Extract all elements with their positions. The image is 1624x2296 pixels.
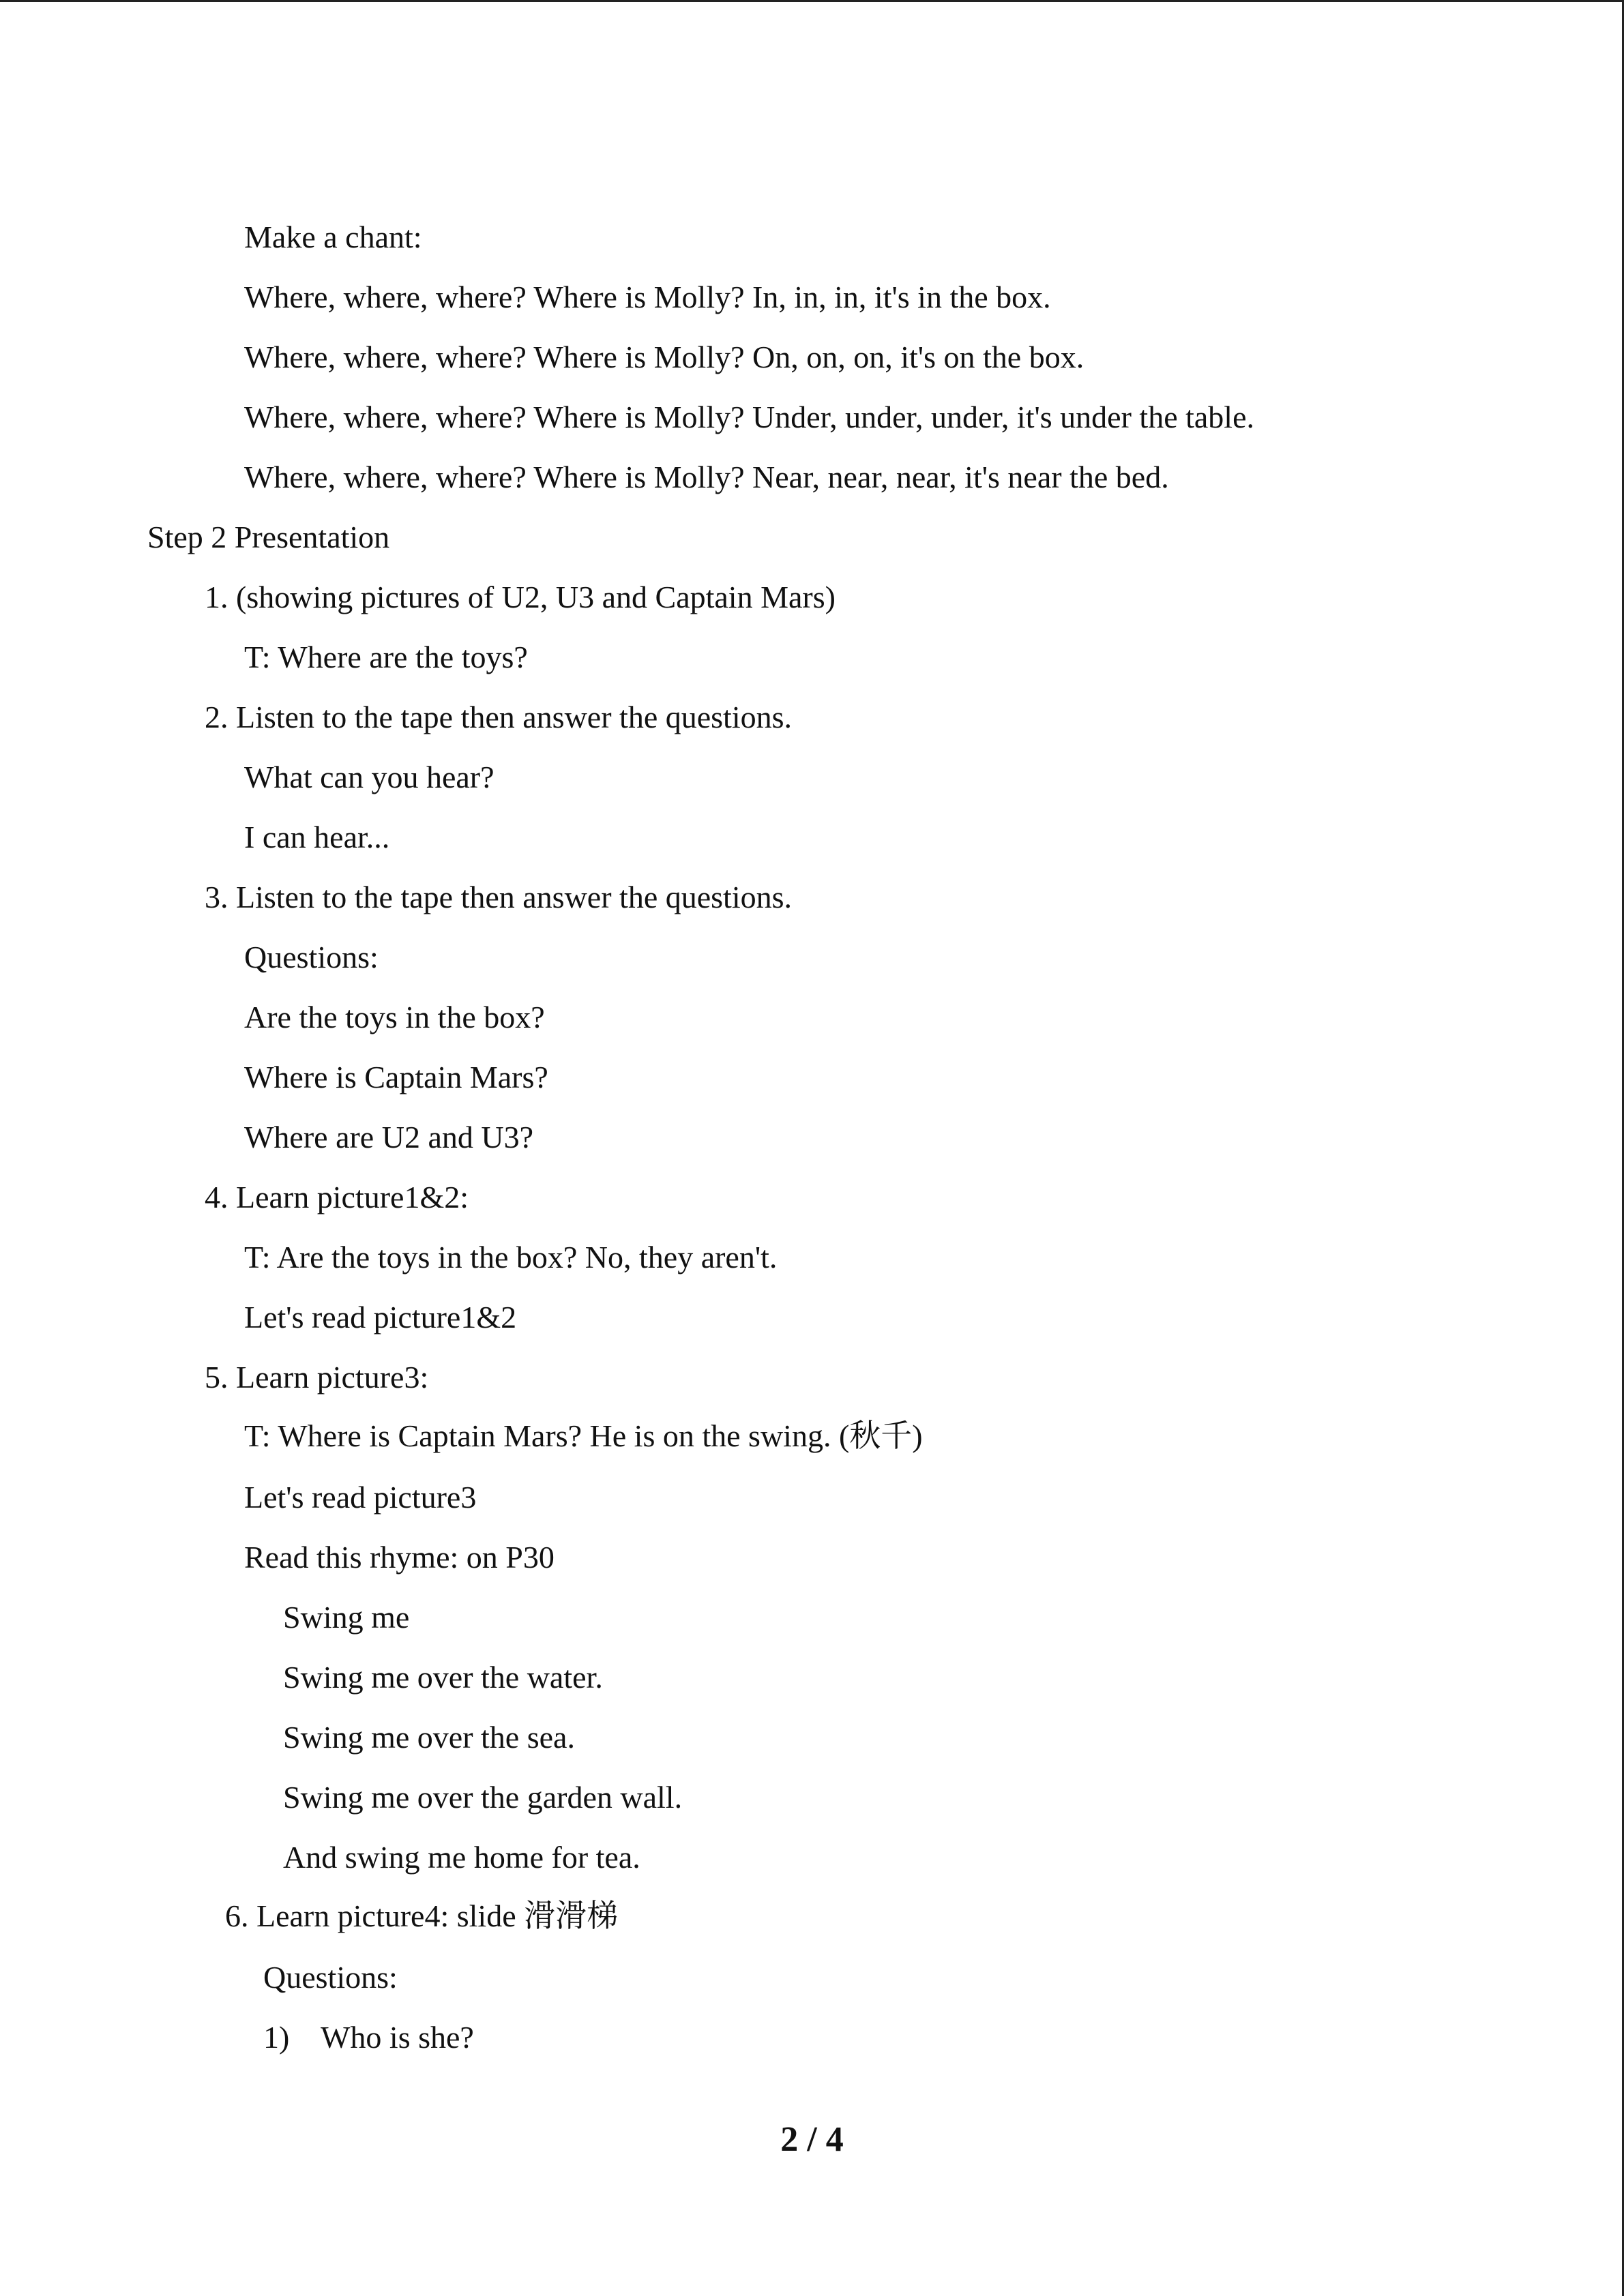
item-3-question-3: Where are U2 and U3? xyxy=(244,1120,533,1154)
item-5-text: T: Where is Captain Mars? He is on the swing. (秋千) xyxy=(244,1418,923,1453)
rhyme-line-2: Swing me over the water. xyxy=(283,1660,603,1695)
rhyme-line-5: And swing me home for tea. xyxy=(283,1840,640,1875)
step-2-heading: Step 2 Presentation xyxy=(147,520,390,554)
item-1-text: T: Where are the toys? xyxy=(244,640,528,674)
item-2-question: What can you hear? xyxy=(244,760,494,794)
item-4-read: Let's read picture1&2 xyxy=(244,1300,517,1335)
item-4: 4. Learn picture1&2: xyxy=(205,1180,469,1214)
item-2-answer: I can hear... xyxy=(244,820,390,854)
item-3: 3. Listen to the tape then answer the questions. xyxy=(205,880,793,914)
rhyme-line-1: Swing me xyxy=(283,1600,410,1635)
item-3-question-2: Where is Captain Mars? xyxy=(244,1060,548,1094)
chant-line-4: Where, where, where? Where is Molly? Near, near, near, it's near the bed. xyxy=(244,460,1169,494)
item-6-questions-label: Questions: xyxy=(263,1960,398,1995)
item-6-question-1 xyxy=(263,2018,474,2057)
page-top-border xyxy=(0,0,1624,2)
question-number: 1) xyxy=(263,2020,290,2055)
item-2: 2. Listen to the tape then answer the questions. xyxy=(205,700,793,734)
item-4-text: T: Are the toys in the box? No, they aren't. xyxy=(244,1240,778,1274)
chant-line-2: Where, where, where? Where is Molly? On, on, on, it's on the box. xyxy=(244,340,1084,374)
rhyme-intro: Read this rhyme: on P30 xyxy=(244,1540,555,1575)
question-text: Who is she? xyxy=(321,2020,474,2055)
item-3-question-1: Are the toys in the box? xyxy=(244,1000,545,1034)
rhyme-line-3: Swing me over the sea. xyxy=(283,1720,575,1755)
chant-line-1: Where, where, where? Where is Molly? In, in, in, it's in the box. xyxy=(244,280,1051,314)
item-3-questions-label: Questions: xyxy=(244,940,379,974)
item-5-read: Let's read picture3 xyxy=(244,1480,477,1515)
rhyme-line-4: Swing me over the garden wall. xyxy=(283,1780,683,1815)
item-6: 6. Learn picture4: slide 滑滑梯 xyxy=(225,1898,619,1933)
chant-line-3: Where, where, where? Where is Molly? Under, under, under, it's under the table. xyxy=(244,400,1255,434)
item-5: 5. Learn picture3: xyxy=(205,1360,429,1395)
page-number: 2 / 4 xyxy=(780,2120,844,2159)
chant-heading: Make a chant: xyxy=(244,220,422,254)
item-1: 1. (showing pictures of U2, U3 and Captain Mars) xyxy=(205,580,836,614)
